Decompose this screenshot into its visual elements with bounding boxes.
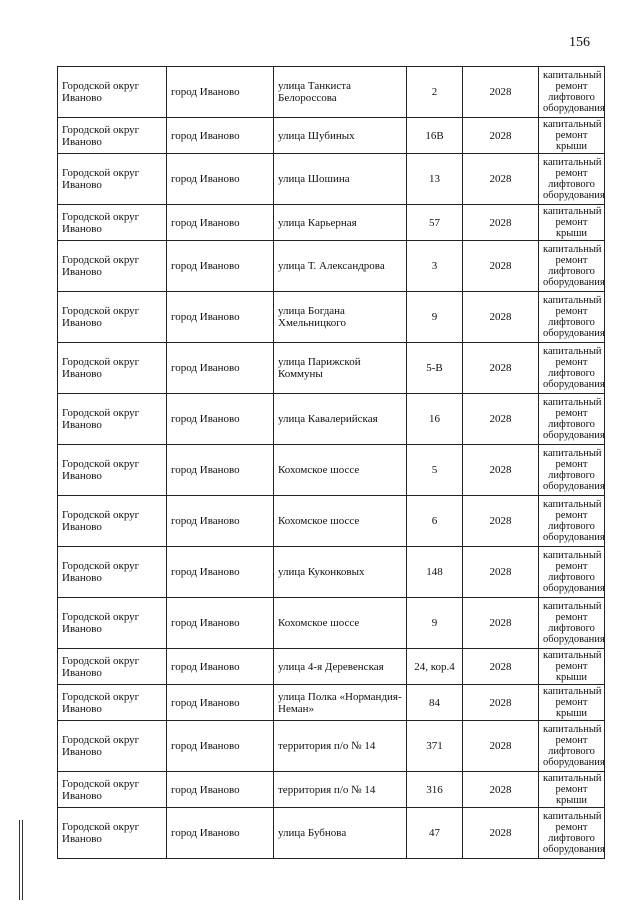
year-cell: 2028 — [463, 67, 539, 118]
repair-schedule-table — [57, 66, 605, 859]
table-row — [58, 808, 605, 859]
locality-cell: город Иваново — [167, 547, 274, 598]
table-row — [58, 772, 605, 808]
table-row — [58, 205, 605, 241]
locality-cell: город Иваново — [167, 445, 274, 496]
street-cell: улица Богдана Хмельницкого — [274, 292, 407, 343]
municipality-cell: Городской округ Иваново — [58, 445, 167, 496]
street-cell: улица Бубнова — [274, 808, 407, 859]
house-number-cell: 371 — [407, 721, 463, 772]
municipality-cell: Городской округ Иваново — [58, 292, 167, 343]
municipality-cell: Городской округ Иваново — [58, 394, 167, 445]
municipality-cell: Городской округ Иваново — [58, 649, 167, 685]
work-type-cell: капитальный ремонт крыши — [539, 649, 605, 685]
locality-cell: город Иваново — [167, 205, 274, 241]
municipality-cell: Городской округ Иваново — [58, 118, 167, 154]
table-row — [58, 445, 605, 496]
year-cell: 2028 — [463, 241, 539, 292]
year-cell: 2028 — [463, 772, 539, 808]
locality-cell: город Иваново — [167, 118, 274, 154]
year-cell: 2028 — [463, 205, 539, 241]
work-type-cell: капитальный ремонт лифтового оборудования — [539, 721, 605, 772]
house-number-cell: 16В — [407, 118, 463, 154]
house-number-cell: 5 — [407, 445, 463, 496]
work-type-cell: капитальный ремонт лифтового оборудования — [539, 241, 605, 292]
municipality-cell: Городской округ Иваново — [58, 154, 167, 205]
year-cell: 2028 — [463, 685, 539, 721]
municipality-cell: Городской округ Иваново — [58, 496, 167, 547]
work-type-cell: капитальный ремонт лифтового оборудования — [539, 547, 605, 598]
house-number-cell: 6 — [407, 496, 463, 547]
house-number-cell: 9 — [407, 292, 463, 343]
municipality-cell: Городской округ Иваново — [58, 598, 167, 649]
street-cell: улица Шубиных — [274, 118, 407, 154]
year-cell: 2028 — [463, 118, 539, 154]
street-cell: улица 4-я Деревенская — [274, 649, 407, 685]
table-row — [58, 685, 605, 721]
work-type-cell: капитальный ремонт лифтового оборудования — [539, 343, 605, 394]
table-row — [58, 496, 605, 547]
street-cell: улица Парижской Коммуны — [274, 343, 407, 394]
locality-cell: город Иваново — [167, 343, 274, 394]
house-number-cell: 24, кор.4 — [407, 649, 463, 685]
street-cell: улица Кавалерийская — [274, 394, 407, 445]
house-number-cell: 2 — [407, 67, 463, 118]
year-cell: 2028 — [463, 154, 539, 205]
year-cell: 2028 — [463, 808, 539, 859]
work-type-cell: капитальный ремонт лифтового оборудования — [539, 496, 605, 547]
locality-cell: город Иваново — [167, 598, 274, 649]
year-cell: 2028 — [463, 649, 539, 685]
work-type-cell: капитальный ремонт лифтового оборудования — [539, 808, 605, 859]
municipality-cell: Городской округ Иваново — [58, 241, 167, 292]
municipality-cell: Городской округ Иваново — [58, 343, 167, 394]
work-type-cell: капитальный ремонт лифтового оборудования — [539, 598, 605, 649]
municipality-cell: Городской округ Иваново — [58, 205, 167, 241]
locality-cell: город Иваново — [167, 496, 274, 547]
house-number-cell: 47 — [407, 808, 463, 859]
year-cell: 2028 — [463, 394, 539, 445]
year-cell: 2028 — [463, 547, 539, 598]
street-cell: улица Карьерная — [274, 205, 407, 241]
table-row — [58, 598, 605, 649]
locality-cell: город Иваново — [167, 67, 274, 118]
year-cell: 2028 — [463, 598, 539, 649]
locality-cell: город Иваново — [167, 685, 274, 721]
work-type-cell: капитальный ремонт крыши — [539, 685, 605, 721]
street-cell: Кохомское шоссе — [274, 598, 407, 649]
work-type-cell: капитальный ремонт лифтового оборудования — [539, 154, 605, 205]
work-type-cell: капитальный ремонт крыши — [539, 118, 605, 154]
work-type-cell: капитальный ремонт крыши — [539, 772, 605, 808]
house-number-cell: 13 — [407, 154, 463, 205]
street-cell: Кохомское шоссе — [274, 445, 407, 496]
street-cell: улица Танкиста Белороссова — [274, 67, 407, 118]
municipality-cell: Городской округ Иваново — [58, 547, 167, 598]
table-row — [58, 241, 605, 292]
street-cell: Кохомское шоссе — [274, 496, 407, 547]
work-type-cell: капитальный ремонт лифтового оборудования — [539, 292, 605, 343]
page-number: 156 — [569, 35, 590, 50]
table-row — [58, 649, 605, 685]
municipality-cell: Городской округ Иваново — [58, 808, 167, 859]
house-number-cell: 148 — [407, 547, 463, 598]
locality-cell: город Иваново — [167, 808, 274, 859]
house-number-cell: 16 — [407, 394, 463, 445]
locality-cell: город Иваново — [167, 649, 274, 685]
house-number-cell: 3 — [407, 241, 463, 292]
year-cell: 2028 — [463, 292, 539, 343]
municipality-cell: Городской округ Иваново — [58, 67, 167, 118]
year-cell: 2028 — [463, 721, 539, 772]
street-cell: территория п/о № 14 — [274, 772, 407, 808]
table-row — [58, 394, 605, 445]
table-row — [58, 154, 605, 205]
binding-mark — [19, 820, 23, 900]
locality-cell: город Иваново — [167, 394, 274, 445]
municipality-cell: Городской округ Иваново — [58, 772, 167, 808]
municipality-cell: Городской округ Иваново — [58, 685, 167, 721]
house-number-cell: 57 — [407, 205, 463, 241]
house-number-cell: 5-В — [407, 343, 463, 394]
table-row — [58, 67, 605, 118]
street-cell: территория п/о № 14 — [274, 721, 407, 772]
street-cell: улица Т. Александрова — [274, 241, 407, 292]
house-number-cell: 9 — [407, 598, 463, 649]
table-row — [58, 721, 605, 772]
work-type-cell: капитальный ремонт лифтового оборудования — [539, 67, 605, 118]
locality-cell: город Иваново — [167, 154, 274, 205]
locality-cell: город Иваново — [167, 292, 274, 343]
work-type-cell: капитальный ремонт лифтового оборудования — [539, 394, 605, 445]
year-cell: 2028 — [463, 445, 539, 496]
locality-cell: город Иваново — [167, 772, 274, 808]
table-row — [58, 547, 605, 598]
house-number-cell: 84 — [407, 685, 463, 721]
year-cell: 2028 — [463, 343, 539, 394]
locality-cell: город Иваново — [167, 721, 274, 772]
table-row — [58, 118, 605, 154]
table-row — [58, 292, 605, 343]
work-type-cell: капитальный ремонт лифтового оборудования — [539, 445, 605, 496]
year-cell: 2028 — [463, 496, 539, 547]
street-cell: улица Полка «Нормандия-Неман» — [274, 685, 407, 721]
house-number-cell: 316 — [407, 772, 463, 808]
municipality-cell: Городской округ Иваново — [58, 721, 167, 772]
table-row — [58, 343, 605, 394]
street-cell: улица Куконковых — [274, 547, 407, 598]
street-cell: улица Шошина — [274, 154, 407, 205]
work-type-cell: капитальный ремонт крыши — [539, 205, 605, 241]
locality-cell: город Иваново — [167, 241, 274, 292]
